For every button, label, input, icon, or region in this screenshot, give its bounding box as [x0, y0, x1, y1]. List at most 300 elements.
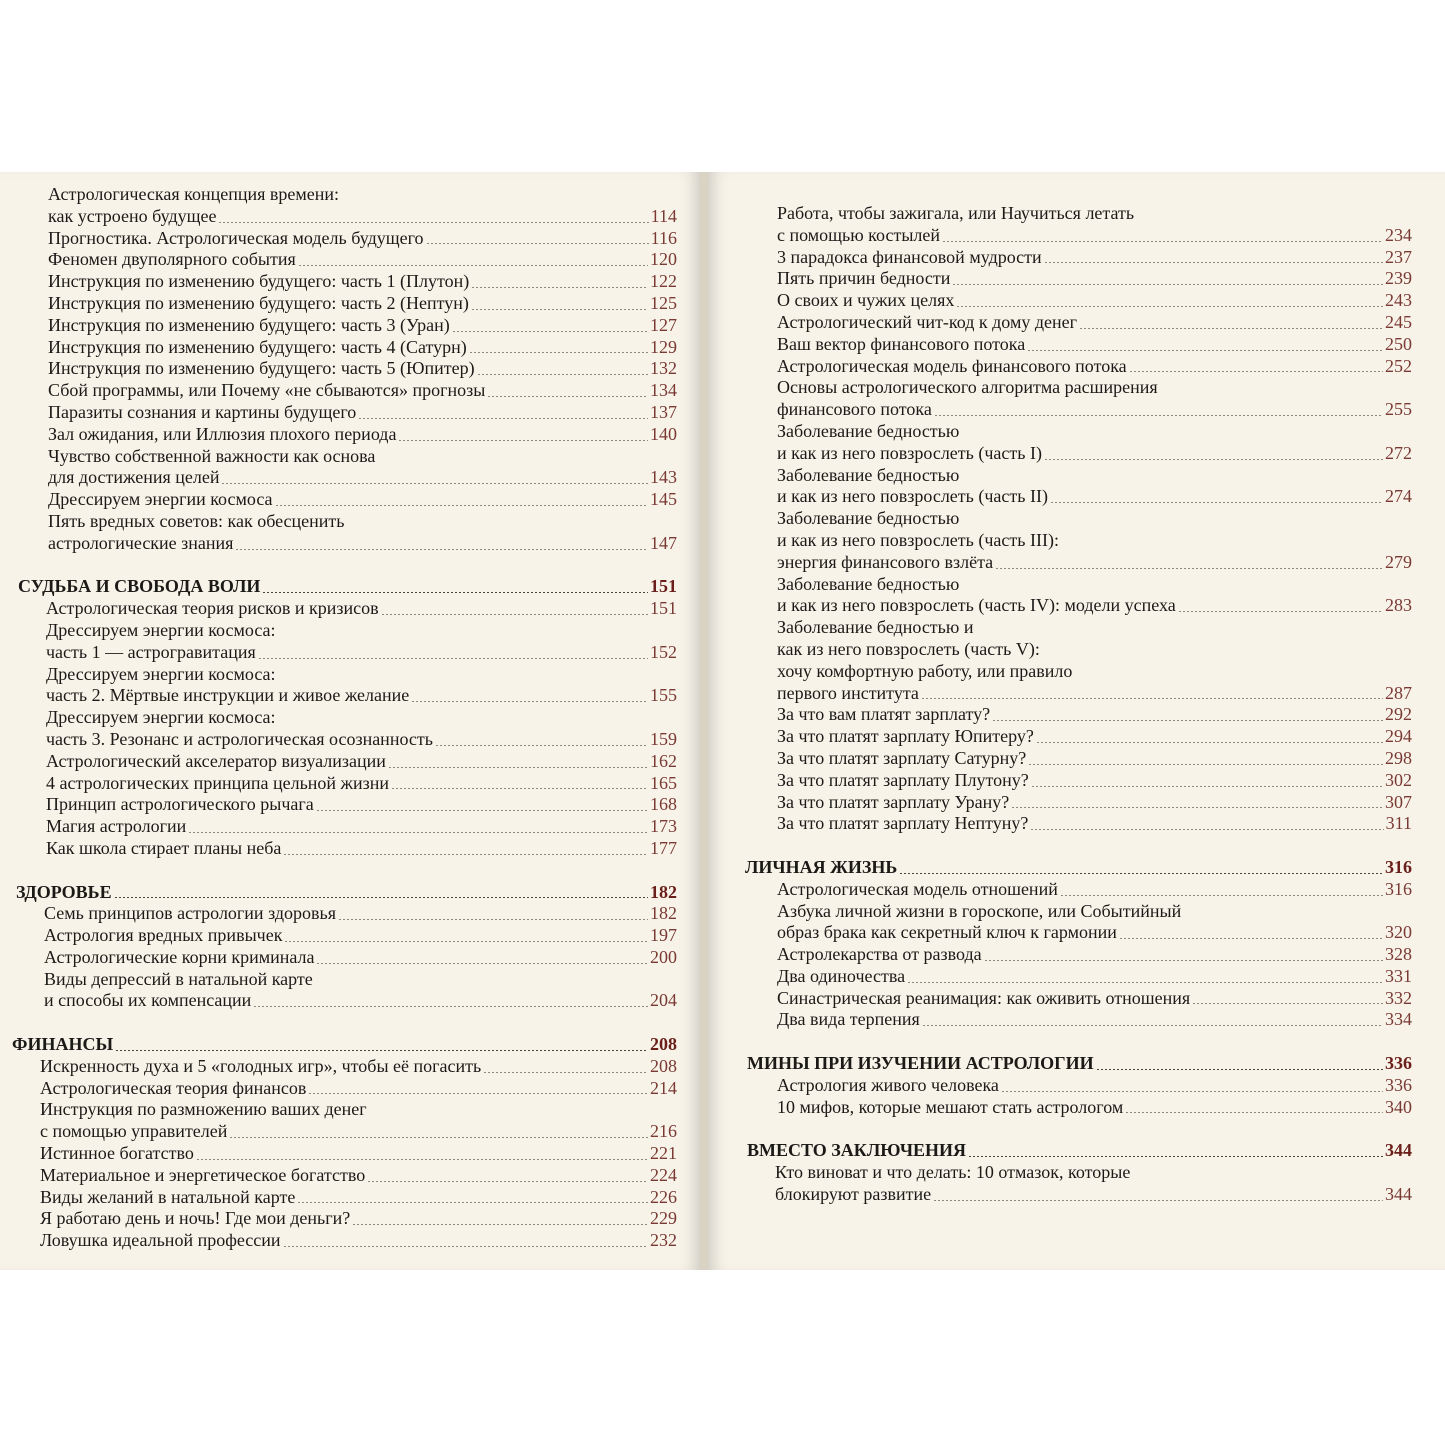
dot-leader	[262, 592, 648, 593]
entry-title: Дрессируем энергии космоса	[48, 489, 273, 510]
entry-title: образ брака как секретный ключ к гармонии	[777, 922, 1117, 943]
dot-leader	[1178, 611, 1383, 612]
toc-entry	[12, 816, 677, 838]
toc-entry	[745, 465, 1412, 487]
toc-entry	[745, 726, 1412, 748]
toc-entry	[745, 530, 1412, 552]
toc-entry	[745, 683, 1412, 705]
entry-title: О своих и чужих целях	[777, 290, 955, 311]
toc-entry	[12, 402, 677, 424]
dot-leader	[298, 265, 648, 266]
page-number: 145	[650, 489, 677, 510]
entry-title: и способы их компенсации	[44, 990, 252, 1011]
page-number: 151	[650, 598, 677, 619]
dot-leader	[471, 309, 648, 310]
page-number: 316	[1385, 856, 1412, 877]
page-number: 237	[1385, 246, 1412, 267]
page-number: 274	[1385, 486, 1412, 507]
page-number: 328	[1385, 944, 1412, 965]
page-number: 214	[650, 1077, 677, 1098]
entry-title: Материальное и энергетическое богатство	[40, 1164, 366, 1185]
dot-leader	[1192, 1003, 1383, 1004]
entry-title: Астрологическая теория рисков и кризисов	[46, 598, 379, 619]
toc-entry	[12, 903, 677, 925]
page-number: 159	[650, 728, 677, 749]
dot-leader	[899, 873, 1383, 874]
entry-title: За что вам платят зарплату?	[777, 704, 991, 725]
entry-title: Заболевание бедностью	[777, 420, 960, 441]
entry-title: финансового потока	[777, 399, 932, 420]
toc-entry	[12, 773, 677, 795]
dot-leader	[1096, 1069, 1383, 1070]
page-number: 226	[650, 1186, 677, 1207]
dot-leader	[338, 919, 648, 920]
dot-leader	[398, 440, 648, 441]
entry-title: блокируют развитие	[775, 1183, 932, 1204]
toc-right-column	[745, 203, 1412, 1206]
toc-entry	[745, 595, 1412, 617]
entry-title: как устроено будущее	[48, 205, 217, 226]
section-spacer	[12, 555, 677, 577]
dot-leader	[235, 549, 648, 550]
entry-title: Виды желаний в натальной карте	[40, 1186, 296, 1207]
entry-title: хочу комфортную работу, или правило	[777, 660, 1073, 681]
entry-title: Астрология живого человека	[777, 1074, 999, 1095]
page-number: 208	[650, 1034, 677, 1055]
dot-leader	[1031, 786, 1383, 787]
dot-leader	[968, 1156, 1383, 1157]
entry-title: с помощью костылей	[777, 224, 941, 245]
dot-leader	[253, 1006, 648, 1007]
toc-entry	[745, 356, 1412, 378]
section-title: ФИНАНСЫ	[12, 1034, 114, 1055]
dot-leader	[308, 1093, 648, 1094]
dot-leader	[1129, 371, 1383, 372]
section-spacer	[12, 1012, 677, 1034]
page-number: 334	[1385, 1009, 1412, 1030]
dot-leader	[221, 483, 648, 484]
entry-title: Кто виноват и что делать: 10 отмазок, которые	[775, 1162, 1131, 1183]
page-number: 243	[1385, 290, 1412, 311]
dot-leader	[469, 352, 648, 353]
page-number: 287	[1385, 682, 1412, 703]
toc-entry	[745, 792, 1412, 814]
toc-entry	[12, 446, 677, 468]
page-number: 307	[1385, 791, 1412, 812]
entry-title: Ваш вектор финансового потока	[777, 333, 1026, 354]
entry-title: Семь принципов астрологии здоровья	[44, 903, 336, 924]
entry-title: 10 мифов, которые мешают стать астрологом	[777, 1096, 1124, 1117]
entry-title: Работа, чтобы зажигала, или Научиться летать	[777, 203, 1135, 223]
dot-leader	[1044, 262, 1383, 263]
dot-leader	[196, 1159, 648, 1160]
toc-entry	[12, 598, 677, 620]
toc-entry	[12, 794, 677, 816]
dot-leader	[218, 222, 648, 223]
entry-title: для достижения целей	[48, 467, 220, 488]
page-number: 229	[650, 1208, 677, 1229]
dot-leader	[933, 1200, 1383, 1201]
page-number: 122	[650, 271, 677, 292]
dot-leader	[388, 767, 648, 768]
section-spacer	[745, 1118, 1412, 1140]
dot-leader	[921, 698, 1383, 699]
dot-leader	[284, 941, 648, 942]
toc-entry	[12, 489, 677, 511]
entry-title: 4 астрологических принципа цельной жизни	[46, 772, 389, 793]
entry-title: Инструкция по изменению будущего: часть 1 (Плутон)	[48, 271, 470, 292]
page-number: 147	[650, 532, 677, 553]
dot-leader	[984, 960, 1383, 961]
toc-section-heading	[12, 882, 677, 904]
toc-section-heading	[745, 1053, 1412, 1075]
toc-entry	[12, 707, 677, 729]
entry-title: Я работаю день и ночь! Где мои деньги?	[40, 1208, 351, 1229]
section-title: ЗДОРОВЬЕ	[16, 881, 112, 902]
toc-entry	[12, 1187, 677, 1209]
entry-title: часть 2. Мёртвые инструкции и живое желание	[46, 685, 410, 706]
entry-title: часть 1 — астрогравитация	[46, 641, 256, 662]
entry-title: Астрологическая модель финансового потока	[777, 355, 1127, 376]
entry-title: Основы астрологического алгоритма расширения	[777, 377, 1158, 398]
section-spacer	[745, 835, 1412, 857]
page-number: 177	[650, 837, 677, 858]
section-spacer	[745, 1031, 1412, 1053]
dot-leader	[1060, 895, 1383, 896]
entry-title: Астрологическая модель отношений	[777, 878, 1058, 899]
dot-leader	[114, 897, 648, 898]
page-number: 252	[1385, 355, 1412, 376]
entry-title: Зал ожидания, или Иллюзия плохого периода	[48, 423, 397, 444]
toc-entry	[12, 838, 677, 860]
page-number: 336	[1385, 1053, 1412, 1074]
page-number: 216	[650, 1121, 677, 1142]
toc-entry	[745, 508, 1412, 530]
toc-entry	[12, 1230, 677, 1252]
page-number: 255	[1385, 399, 1412, 420]
toc-entry	[12, 1208, 677, 1230]
section-title: ВМЕСТО ЗАКЛЮЧЕНИЯ	[747, 1140, 967, 1161]
entry-title: Заболевание бедностью и	[777, 617, 974, 638]
dot-leader	[381, 614, 648, 615]
page-number: 152	[650, 641, 677, 662]
entry-title: Астрология вредных привычек	[44, 925, 283, 946]
dot-leader	[297, 1202, 648, 1203]
toc-entry	[12, 337, 677, 359]
entry-title: и как из него повзрослеть (часть II)	[777, 486, 1048, 507]
toc-entry	[745, 966, 1412, 988]
toc-entry	[745, 377, 1412, 399]
toc-section-heading	[12, 1034, 677, 1056]
toc-entry	[12, 1056, 677, 1078]
dot-leader	[283, 854, 648, 855]
dot-leader	[1011, 807, 1383, 808]
dot-leader	[283, 1246, 648, 1247]
toc-entry	[745, 486, 1412, 508]
toc-entry	[745, 639, 1412, 661]
dot-leader	[1050, 502, 1383, 503]
toc-entry	[745, 879, 1412, 901]
entry-title: За что платят зарплату Плутону?	[777, 769, 1029, 790]
toc-entry	[12, 249, 677, 271]
entry-title: Чувство собственной важности как основа	[48, 445, 376, 466]
entry-title: Два одиночества	[777, 965, 906, 986]
dot-leader	[992, 720, 1383, 721]
dot-leader	[907, 982, 1383, 983]
toc-entry	[12, 620, 677, 642]
page-number: 204	[650, 990, 677, 1011]
page-number: 151	[650, 576, 677, 597]
page-number: 182	[650, 881, 677, 902]
toc-entry	[12, 467, 677, 489]
entry-title: За что платят зарплату Урану?	[777, 791, 1010, 812]
dot-leader	[1036, 742, 1383, 743]
toc-entry	[12, 969, 677, 991]
entry-title: Феномен двуполярного события	[48, 249, 296, 270]
dot-leader	[1119, 938, 1383, 939]
page-number: 283	[1385, 595, 1412, 616]
page-number: 221	[650, 1143, 677, 1164]
toc-entry	[12, 315, 677, 337]
toc-entry	[12, 1165, 677, 1187]
page-number: 197	[650, 925, 677, 946]
page-number: 155	[650, 685, 677, 706]
toc-entry	[745, 813, 1412, 835]
toc-entry	[12, 1143, 677, 1165]
dot-leader	[435, 745, 648, 746]
page-number: 279	[1385, 551, 1412, 572]
entry-title: Сбой программы, или Почему «не сбываются» прогнозы	[48, 380, 486, 401]
dot-leader	[1044, 459, 1383, 460]
toc-entry	[12, 511, 677, 533]
section-title: МИНЫ ПРИ ИЗУЧЕНИИ АСТРОЛОГИИ	[747, 1053, 1094, 1074]
dot-leader	[258, 658, 648, 659]
page-number: 165	[650, 772, 677, 793]
dot-leader	[942, 241, 1383, 242]
page-number: 234	[1385, 224, 1412, 245]
toc-entry	[745, 290, 1412, 312]
page-number: 173	[650, 816, 677, 837]
entry-title: Инструкция по изменению будущего: часть 5 (Юпитер)	[48, 358, 475, 379]
toc-entry	[745, 770, 1412, 792]
entry-title: 3 парадокса финансовой мудрости	[777, 246, 1042, 267]
page-number: 134	[650, 380, 677, 401]
dot-leader	[452, 331, 648, 332]
page-number: 224	[650, 1164, 677, 1185]
page-number: 116	[650, 227, 677, 248]
page-number: 200	[650, 946, 677, 967]
toc-entry	[12, 380, 677, 402]
dot-leader	[1001, 1091, 1383, 1092]
page-number: 311	[1385, 813, 1412, 834]
toc-entry	[745, 988, 1412, 1010]
toc-entry	[12, 533, 677, 555]
page-number: 320	[1385, 922, 1412, 943]
entry-title: и как из него повзрослеть (часть IV): модели успеха	[777, 595, 1176, 616]
toc-entry	[745, 421, 1412, 443]
page-number: 125	[650, 292, 677, 313]
entry-title: Дрессируем энергии космоса:	[46, 663, 276, 684]
page-number: 344	[1385, 1183, 1412, 1204]
dot-leader	[956, 306, 1383, 307]
page-number: 129	[650, 336, 677, 357]
dot-leader	[1125, 1112, 1383, 1113]
entry-title: первого института	[777, 682, 919, 703]
entry-title: Астрологический акселератор визуализации	[46, 750, 386, 771]
dot-leader	[922, 1025, 1383, 1026]
entry-title: Виды депрессий в натальной карте	[44, 968, 313, 989]
dot-leader	[275, 505, 648, 506]
entry-title: Искренность духа и 5 «голодных игр», чтобы её погасить	[40, 1055, 482, 1076]
entry-title: Астрологический чит-код к дому денег	[777, 311, 1077, 332]
toc-entry	[745, 399, 1412, 421]
entry-title: как из него повзрослеть (часть V):	[777, 638, 1040, 659]
dot-leader	[188, 832, 648, 833]
page-number: 331	[1385, 965, 1412, 986]
dot-leader	[316, 810, 648, 811]
toc-entry	[745, 268, 1412, 290]
dot-leader	[487, 396, 648, 397]
page-number: 250	[1385, 333, 1412, 354]
toc-entry	[745, 748, 1412, 770]
page-number: 143	[650, 467, 677, 488]
toc-entry	[12, 947, 677, 969]
dot-leader	[229, 1137, 648, 1138]
entry-title: Пять вредных советов: как обесценить	[48, 510, 345, 531]
toc-entry	[12, 358, 677, 380]
entry-title: Синастрическая реанимация: как оживить отношения	[777, 987, 1191, 1008]
dot-leader	[367, 1181, 648, 1182]
page-number: 168	[650, 794, 677, 815]
dot-leader	[483, 1072, 648, 1073]
entry-title: За что платят зарплату Нептуну?	[777, 813, 1029, 834]
toc-entry	[745, 225, 1412, 247]
toc-entry	[12, 685, 677, 707]
toc-entry	[12, 424, 677, 446]
entry-title: Заболевание бедностью	[777, 573, 960, 594]
toc-entry	[12, 206, 677, 228]
page-number: 239	[1385, 268, 1412, 289]
page-number: 208	[650, 1055, 677, 1076]
toc-entry	[12, 990, 677, 1012]
toc-entry	[12, 729, 677, 751]
toc-entry	[12, 642, 677, 664]
toc-entry	[745, 1184, 1412, 1206]
entry-title: Как школа стирает планы неба	[46, 837, 282, 858]
entry-title: За что платят зарплату Сатурну?	[777, 747, 1027, 768]
toc-entry	[745, 443, 1412, 465]
toc-entry	[745, 922, 1412, 944]
entry-title: Заболевание бедностью	[777, 464, 960, 485]
dot-leader	[1027, 350, 1383, 351]
dot-leader	[115, 1050, 648, 1051]
entry-title: Астрологическая концепция времени:	[48, 184, 340, 204]
dot-leader	[316, 963, 648, 964]
entry-title: Два вида терпения	[777, 1009, 920, 1030]
dot-leader	[352, 1224, 648, 1225]
toc-entry	[12, 293, 677, 315]
page-number: 332	[1385, 987, 1412, 1008]
entry-title: Азбука личной жизни в гороскопе, или Событийный	[777, 900, 1182, 921]
toc-entry	[745, 1009, 1412, 1031]
dot-leader	[426, 243, 649, 244]
dot-leader	[391, 788, 648, 789]
entry-title: и как из него повзрослеть (часть III):	[777, 529, 1059, 550]
entry-title: Инструкция по изменению будущего: часть 4 (Сатурн)	[48, 336, 467, 357]
section-title: ЛИЧНАЯ ЖИЗНЬ	[745, 856, 898, 877]
entry-title: Прогностика. Астрологическая модель будущего	[48, 227, 424, 248]
page-number: 140	[650, 423, 677, 444]
toc-entry	[12, 1078, 677, 1100]
book-gutter	[700, 172, 708, 1270]
page-number: 302	[1385, 769, 1412, 790]
entry-title: Инструкция по изменению будущего: часть 3 (Уран)	[48, 314, 450, 335]
page-number: 316	[1385, 878, 1412, 899]
toc-entry	[12, 228, 677, 250]
entry-title: Ловушка идеальной профессии	[40, 1230, 281, 1251]
page-number: 298	[1385, 747, 1412, 768]
toc-entry	[745, 574, 1412, 596]
dot-leader	[1028, 764, 1383, 765]
page-number: 114	[650, 205, 677, 226]
dot-leader	[952, 284, 1383, 285]
entry-title: и как из него повзрослеть (часть I)	[777, 442, 1042, 463]
page-number: 127	[650, 314, 677, 335]
entry-title: часть 3. Резонанс и астрологическая осознанность	[46, 728, 433, 749]
toc-section-heading	[12, 576, 677, 598]
toc-section-heading	[745, 1140, 1412, 1162]
entry-title: Дрессируем энергии космоса:	[46, 619, 276, 640]
page-number: 162	[650, 750, 677, 771]
toc-entry	[745, 247, 1412, 269]
dot-leader	[471, 287, 648, 288]
toc-entry	[12, 925, 677, 947]
toc-entry	[745, 1097, 1412, 1119]
dot-leader	[358, 418, 648, 419]
page-number: 137	[650, 401, 677, 422]
toc-section-heading	[745, 857, 1412, 879]
section-spacer	[12, 860, 677, 882]
toc-entry	[12, 1099, 677, 1121]
dot-leader	[1079, 328, 1383, 329]
dot-leader	[934, 415, 1383, 416]
page-number: 340	[1385, 1096, 1412, 1117]
page-number: 132	[650, 358, 677, 379]
toc-entry	[12, 664, 677, 686]
page-number: 232	[650, 1230, 677, 1251]
toc-entry	[745, 334, 1412, 356]
entry-title: Дрессируем энергии космоса:	[46, 707, 276, 728]
entry-title: Магия астрологии	[46, 816, 187, 837]
dot-leader	[477, 374, 648, 375]
entry-title: астрологические знания	[48, 532, 234, 553]
entry-title: Астрологические корни криминала	[44, 946, 315, 967]
page-number: 245	[1385, 311, 1412, 332]
dot-leader	[411, 701, 648, 702]
entry-title: Принцип астрологического рычага	[46, 794, 314, 815]
toc-entry	[745, 704, 1412, 726]
page-number: 336	[1385, 1074, 1412, 1095]
entry-title: Инструкция по размножению ваших денег	[40, 1099, 367, 1120]
dot-leader	[1030, 829, 1383, 830]
toc-left-column	[12, 184, 677, 1252]
entry-title: Пять причин бедности	[777, 268, 951, 289]
entry-title: с помощью управителей	[40, 1121, 228, 1142]
entry-title: За что платят зарплату Юпитеру?	[777, 726, 1034, 747]
toc-entry	[745, 552, 1412, 574]
entry-title: Паразиты сознания и картины будущего	[48, 401, 357, 422]
toc-entry	[12, 271, 677, 293]
